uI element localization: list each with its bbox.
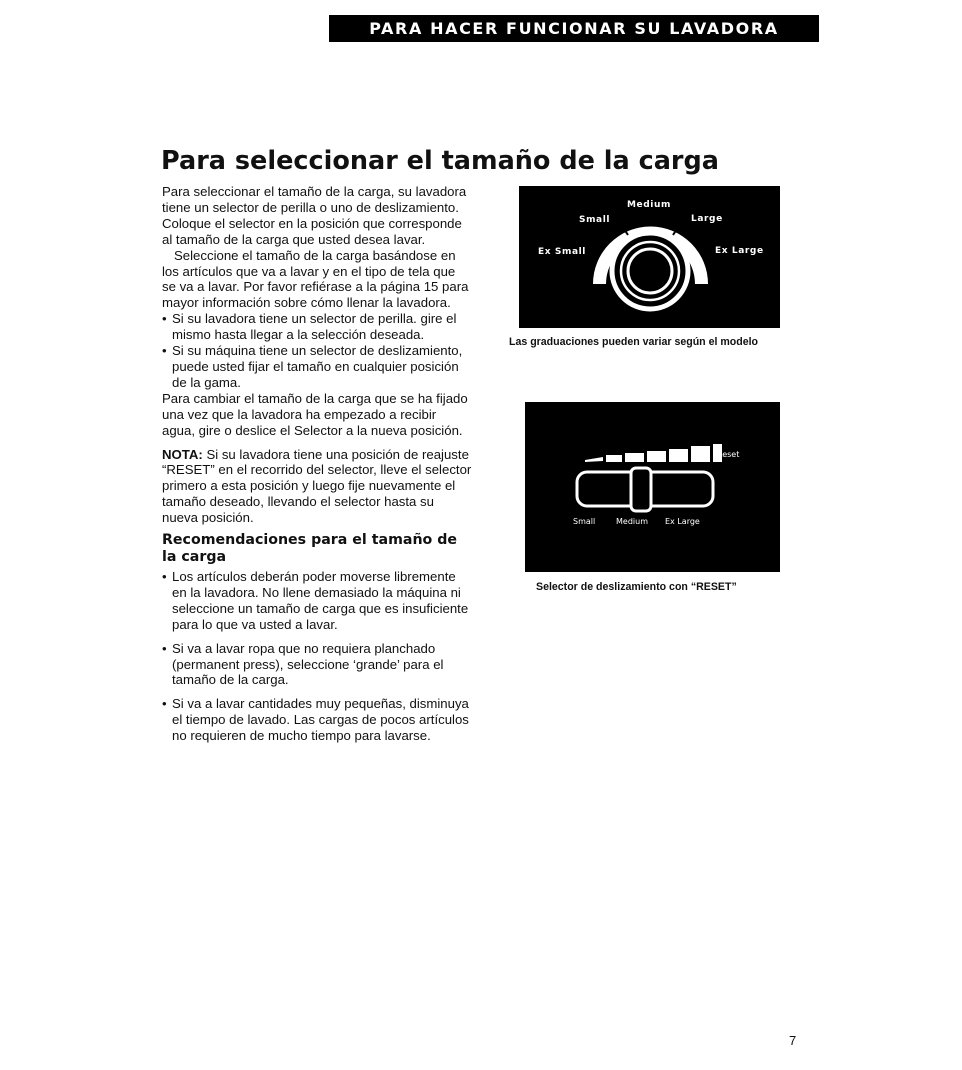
- change-size-paragraph: Para cambiar el tamaño de la carga que se ha fijado una vez que la lavadora ha empezado a recibir agua, gire o deslice el Selector a la nueva posición.: [162, 390, 468, 438]
- list-item: • Si su lavadora tiene un selector de perilla. gire el mismo hasta llegar a la selección deseada.: [162, 311, 472, 343]
- dial-label-ex-small: Ex Small: [538, 247, 586, 257]
- dial-label-medium: Medium: [627, 200, 671, 210]
- note-label: NOTA:: [162, 446, 203, 462]
- slide-figure-caption: Selector de deslizamiento con “RESET”: [536, 581, 737, 593]
- select-instruction-paragraph: Seleccione el tamaño de la carga basándose en los artículos que va a lavar y en el tipo de tela que se va a lavar. Por favor refiérase a la página 15 para mayor información sobre cómo llenar la lavadora.: [162, 247, 469, 311]
- recommendations-list: [162, 569, 472, 744]
- note-text: Si su lavadora tiene una posición de reajuste “RESET” en el recorrido del selector, lleve el selector primero a esta posición y luego fije nuevamente el tamaño deseado, llevando el selector hasta su nueva posición.: [162, 446, 472, 526]
- load-size-dial-figure: [519, 186, 780, 328]
- intro-paragraph: Para seleccionar el tamaño de la carga, su lavadora tiene un selector de perilla o uno de deslizamiento. Coloque el selector en la posición que corresponde al tamaño de la carga que usted desea lavar.: [162, 184, 467, 247]
- list-item: • Si su máquina tiene un selector de deslizamiento, puede usted fijar el tamaño en cualquier posición de la gama.: [162, 343, 472, 391]
- slide-label-small: Small: [573, 517, 596, 526]
- slide-label-reset: Reset: [717, 450, 740, 459]
- load-size-slide-figure: [525, 402, 780, 572]
- main-text-column: [162, 184, 472, 744]
- slide-label-medium: Medium: [616, 517, 648, 526]
- list-item: • Si va a lavar ropa que no requiera planchado (permanent press), seleccione ‘grande’ para el tamaño de la carga.: [162, 641, 472, 689]
- slide-selector-illustration: [525, 402, 780, 572]
- dial-label-large: Large: [691, 214, 723, 224]
- slide-knob: [631, 468, 651, 511]
- selector-bullet-list: [162, 311, 472, 391]
- dial-label-ex-large: Ex Large: [715, 246, 764, 256]
- recommendations-heading: Recomendaciones para el tamaño de la carga: [162, 532, 458, 566]
- dial-figure-caption: Las graduaciones pueden variar según el modelo: [509, 336, 759, 348]
- dial-selector-illustration: [519, 186, 780, 328]
- load-level-bars-icon: [585, 444, 722, 462]
- dial-knob-icon: [593, 226, 708, 309]
- list-item: • Si va a lavar cantidades muy pequeñas, disminuya el tiempo de lavado. Las cargas de pocos artículos no requieren de mucho tiempo para lavarse.: [162, 696, 472, 744]
- note-paragraph: [162, 447, 472, 527]
- list-item: • Los artículos deberán poder moverse libremente en la lavadora. No llene demasiado la máquina ni seleccione un tamaño de carga que es insuficiente para lo que va usted a lavar.: [162, 569, 472, 633]
- section-header: [329, 15, 819, 42]
- slide-label-ex-large: Ex Large: [665, 517, 700, 526]
- page-title: Para seleccionar el tamaño de la carga: [161, 146, 719, 176]
- page-number: 7: [789, 1033, 797, 1048]
- section-header-title: PARA HACER FUNCIONAR SU LAVADORA: [369, 19, 779, 38]
- dial-label-small: Small: [579, 215, 611, 225]
